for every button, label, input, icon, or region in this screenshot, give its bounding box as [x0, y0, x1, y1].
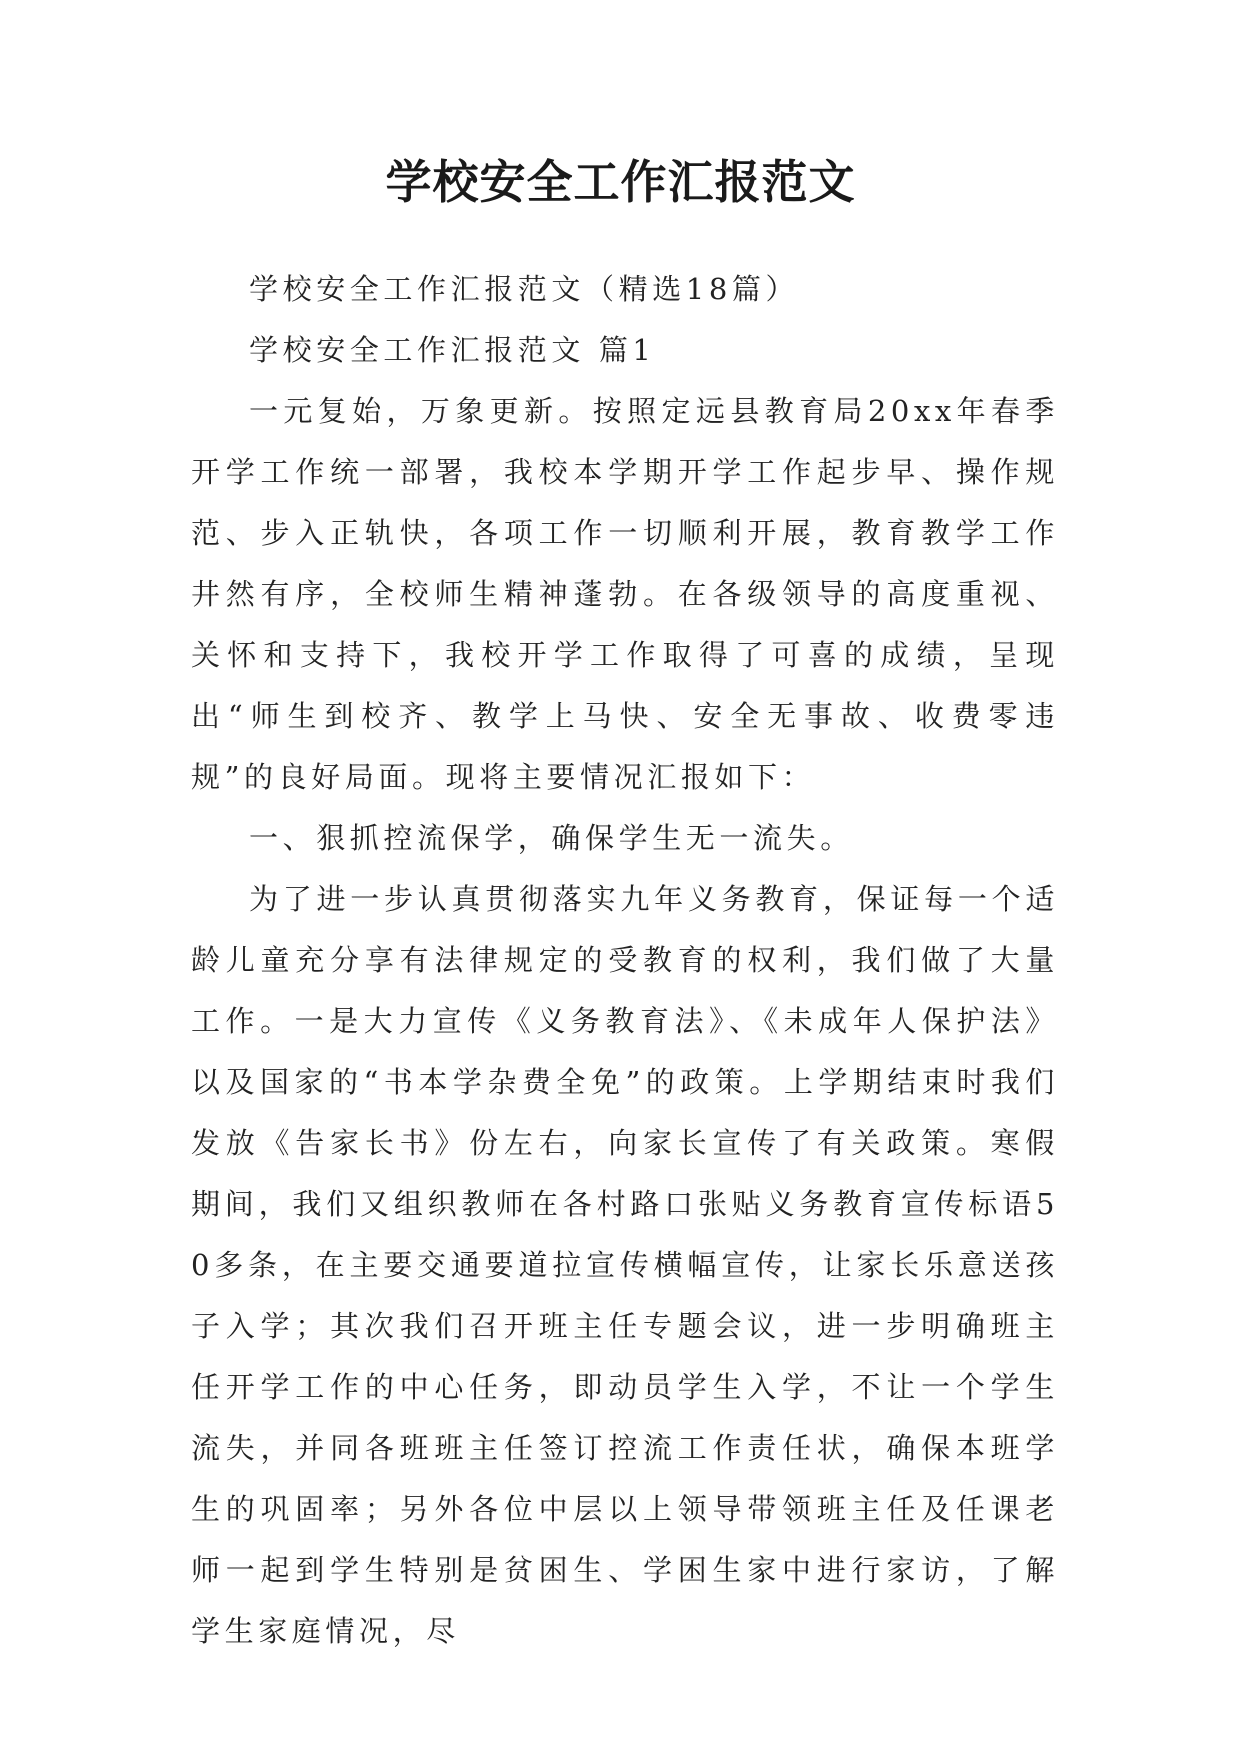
body-paragraph: 为了进一步认真贯彻落实九年义务教育，保证每一个适龄儿童充分享有法律规定的受教育的权利，我们做了大量工作。一是大力宣传《义务教育法》、《未成年人保护法》以及国家的“书本学杂费全免”的政策。上学期结束时我们发放《告家长书》份左右，向家长宣传了有关政策。寒假期间，我们又组织教师在各村路口张贴义务教育宣传标语50多条，在主要交通要道拉宣传横幅宣传，让家长乐意送孩子入学；其次我们召开班主任专题会议，进一步明确班主任开学工作的中心任务，即动员学生入学，不让一个学生流失，并同各班班主任签订控流工作责任状，确保本班学生的巩固率；另外各位中层以上领导带领班主任及任课老师一起到学生特别是贫困生、学困生家中进行家访，了解学生家庭情况，尽	[191, 882, 1059, 1648]
body-paragraph: 一元复始，万象更新。按照定远县教育局20xx年春季开学工作统一部署，我校本学期开学工作起步早、操作规范、步入正轨快，各项工作一切顺利开展，教育教学工作井然有序，全校师生精神蓬勃。在各级领导的高度重视、关怀和支持下，我校开学工作取得了可喜的成绩，呈现出“师生到校齐、教学上马快、安全无事故、收费零违规”的良好局面。现将主要情况汇报如下：	[191, 394, 1059, 794]
section-heading-paragraph: 学校安全工作汇报范文 篇1	[249, 333, 656, 367]
document-body	[191, 259, 1059, 1662]
subtitle-paragraph: 学校安全工作汇报范文（精选18篇）	[249, 272, 800, 306]
body-paragraph: 一、狠抓控流保学，确保学生无一流失。	[249, 821, 854, 855]
document-title: 学校安全工作汇报范文	[385, 155, 856, 209]
